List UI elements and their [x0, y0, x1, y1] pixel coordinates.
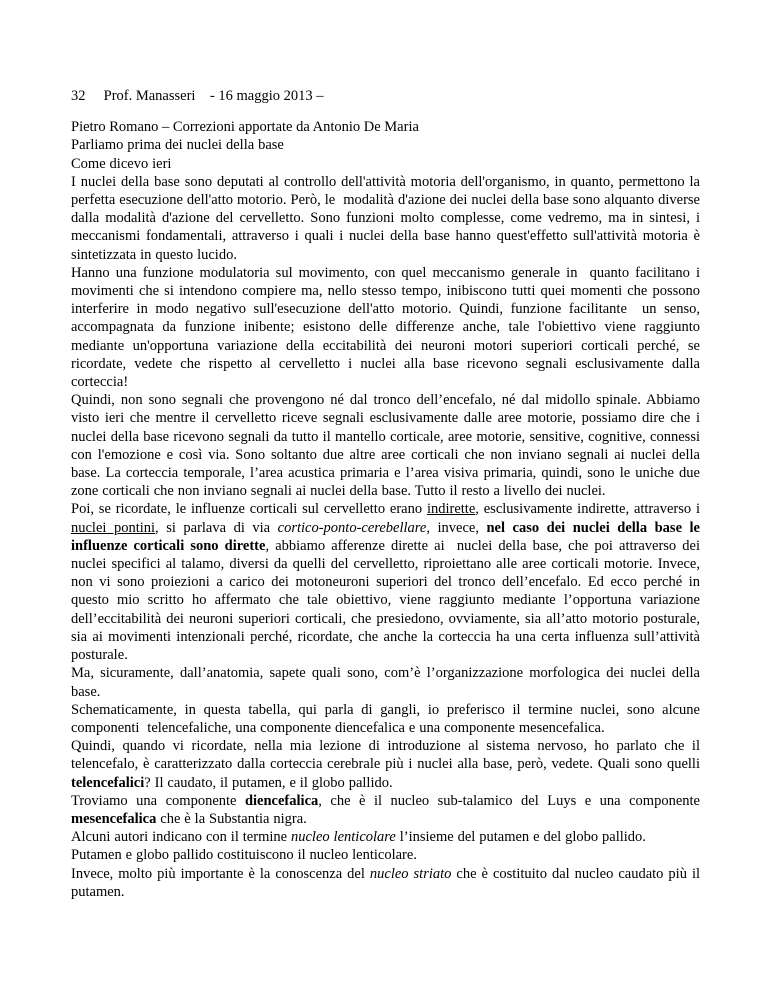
underline-run: nuclei pontini	[71, 519, 156, 536]
paragraph	[71, 500, 704, 664]
bold-run: nel caso dei nuclei della base le influenze corticali sono dirette	[71, 519, 704, 554]
text-run: ? Il caudato, il putamen, e il globo pallido.	[144, 774, 393, 791]
text-run: che è la Substantia nigra.	[156, 810, 307, 827]
text-run: Parliamo prima dei nuclei della base	[71, 137, 284, 154]
paragraph	[71, 155, 700, 173]
text-run: l’insieme del putamen e del globo pallido.	[395, 829, 646, 846]
paragraph-container	[71, 136, 708, 901]
paragraph	[71, 828, 700, 846]
paragraph	[71, 664, 704, 700]
paragraph	[71, 136, 700, 154]
text-run: che è costituito dal nucleo caudato più il putamen.	[71, 865, 704, 900]
text-run: Poi, se ricordate, le influenze corticali sul cervelletto erano	[71, 501, 427, 518]
bold-run: telencefalici	[71, 774, 145, 791]
paragraph	[71, 792, 704, 828]
underline-run: indirette	[426, 501, 476, 518]
bold-run: mesencefalica	[71, 810, 157, 827]
page-header: 32 Prof. Manasseri - 16 maggio 2013 –	[71, 88, 324, 104]
paragraph	[71, 701, 704, 737]
text-run: , esclusivamente indirette, attraverso i	[475, 501, 704, 518]
italic-run: nucleo lenticolare	[290, 829, 396, 846]
paragraph	[71, 264, 704, 391]
paragraph	[71, 846, 700, 864]
text-run: Alcuni autori indicano con il termine	[71, 829, 291, 846]
text-run: , invece,	[426, 519, 487, 536]
paragraph	[71, 865, 704, 901]
text-run: Come dicevo ieri	[71, 155, 172, 172]
text-run: , abbiamo afferenze dirette ai nuclei della base, che poi attraverso dei nuclei specifici al talamo, diversi da quelli del cervelletto, riproiettano alle aree corticali motorie. Invece, non vi sono proiezioni a carico dei motoneuroni superiori del tronco dell’encefalo. Ed ecco perché in questo mio scritto ho affermato che tale obiettivo, viene raggiunto mediante l’opportuna variazione dell’eccitabilità dei neuroni superiori corticali, che presiedono, ovviamente, sia all’atto motorio posturale, sia ai movimenti intenzionali perché, ricordate, che anche la corteccia ha una certa influenza sull’attività posturale.	[71, 537, 704, 664]
paragraph	[71, 173, 704, 264]
text-run: Hanno una funzione modulatoria sul movimento, con quel meccanismo generale in quanto facilitano i movimenti che si intendono compiere ma, nello stesso tempo, inibiscono tutti quei momenti che possono interferire in modo negativo sull'esecuzione dell'atto motorio. Quindi, funzione facilitante un senso, accompagnata da funzione inibente; esistono delle differenze anche, tale l'obiettivo viene raggiunto mediante un'opportuna variazione della eccitabilità dei neuroni motori superiori corticali perché, se ricordate, vedete che rispetto al cervelletto i nuclei alla base ricevono segnali esclusivamente dalla corteccia!	[71, 264, 704, 391]
text-run: I nuclei della base sono deputati al controllo dell'attività motoria dell'organismo, in quanto, permettono la perfetta esecuzione dell'atto motorio. Però, le modalità d'azione dei nuclei della base sono alquanto diverse dalla modalità d'azione del cervelletto. Sono funzioni molto complesse, come vedremo, ma in sintesi, i meccanismi fondamentali, attraverso i quali i nuclei della base hanno quest'effetto sull'attività motoria è sintetizzata in questo lucido.	[71, 173, 704, 263]
text-run: Schematicamente, in questa tabella, qui parla di gangli, io preferisco il termine nuclei, sono alcune componenti telencefaliche, una componente diencefalica e una componente mesencefalica.	[71, 701, 704, 736]
text-run: , che è il nucleo sub-talamico del Luys e una componente	[318, 792, 704, 809]
text-run: Troviamo una componente	[71, 792, 245, 809]
italic-run: cortico-ponto-cerebellare	[277, 519, 427, 536]
text-run: Putamen e globo pallido costituiscono il nucleo lenticolare.	[71, 847, 417, 864]
text-run: Invece, molto più importante è la conoscenza del	[71, 865, 370, 882]
paragraph	[71, 391, 704, 500]
byline: Pietro Romano – Correzioni apportate da Antonio De Maria	[71, 119, 419, 136]
text-run: , si parlava di via	[155, 519, 278, 536]
paragraph	[71, 737, 708, 792]
bold-run: diencefalica	[244, 792, 319, 809]
text-run: Ma, sicuramente, dall’anatomia, sapete quali sono, com’è l’organizzazione morfologica dei nuclei della base.	[71, 665, 704, 700]
text-run: Quindi, quando vi ricordate, nella mia lezione di introduzione al sistema nervoso, ho parlato che il telencefalo, è caratterizzato dalla corteccia cerebrale più i nuclei alla base, però, vedete. Quali sono quelli	[71, 738, 708, 773]
italic-run: nucleo striato	[369, 865, 452, 882]
text-run: Quindi, non sono segnali che provengono né dal tronco dell’encefalo, né dal midollo spinale. Abbiamo visto ieri che mentre il cervelletto riceve segnali esclusivamente dalle aree motorie, possiamo dire che i nuclei della base ricevono segnali da tutto il mantello corticale, aree motorie, sensitive, cognitive, connessi con l'emozione e così via. Sono soltanto due altre aree corticali che non inviano segnali ai nuclei della base. La corteccia temporale, l’area acustica primaria e l’area visiva primaria, quindi, sono le uniche due zone corticali che non inviano segnali ai nuclei della base. Tutto il resto a livello dei nuclei.	[71, 392, 704, 500]
